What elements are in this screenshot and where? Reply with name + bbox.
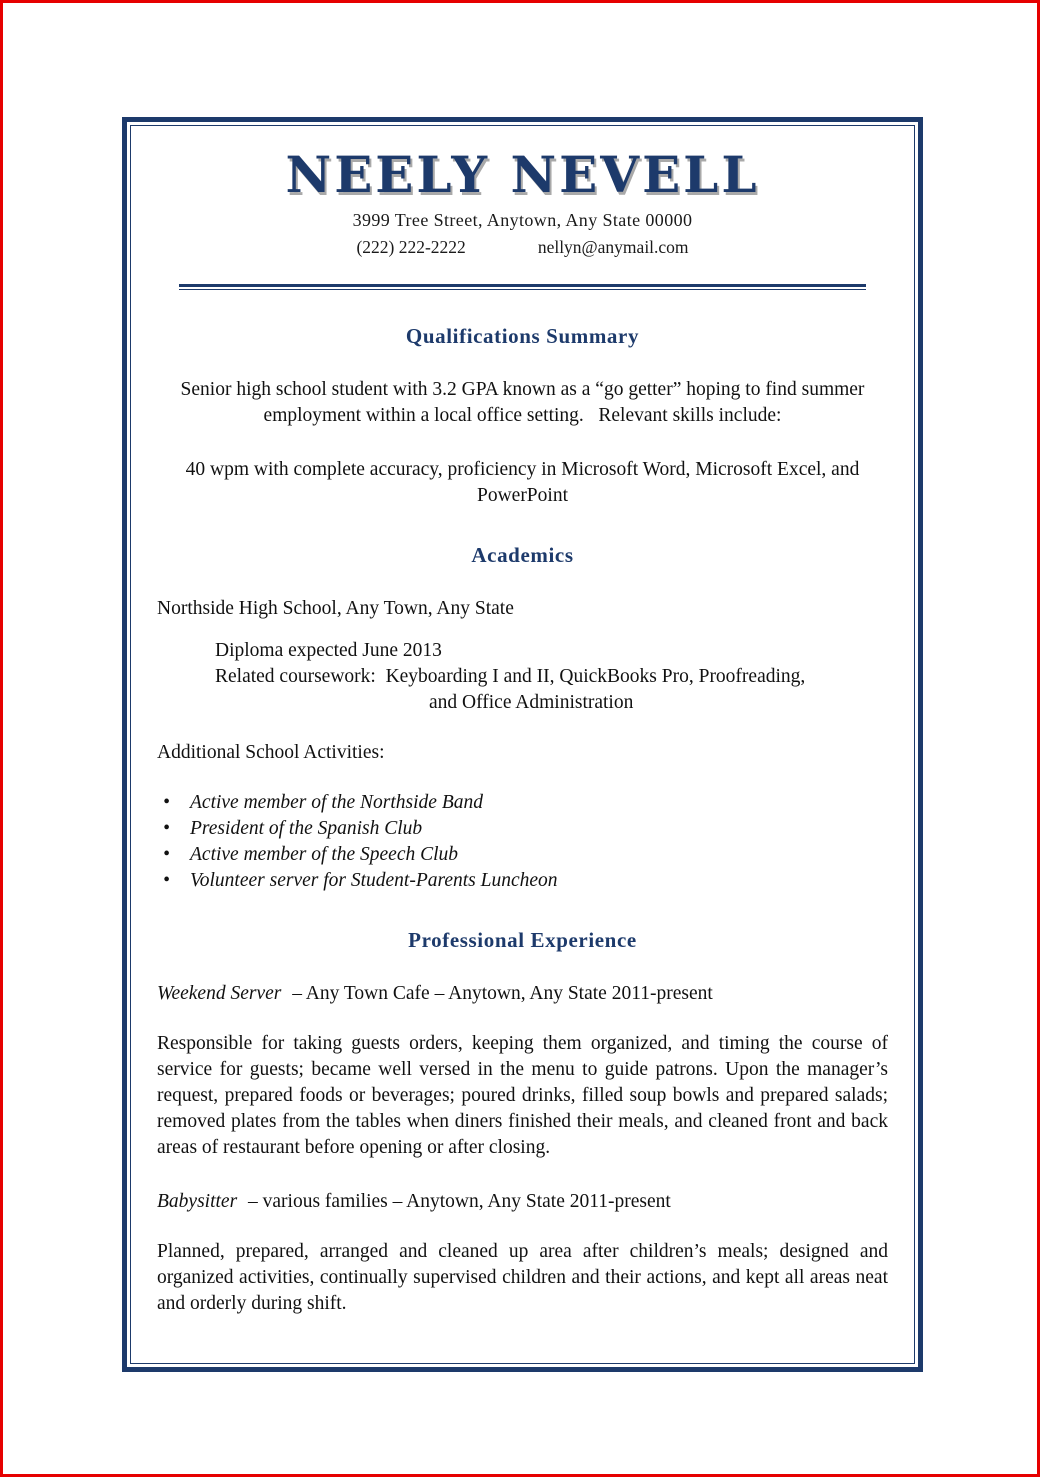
- contact-row: [157, 237, 888, 258]
- activity-item: • Active member of the Northside Band: [157, 790, 888, 816]
- skills-summary-text: 40 wpm with complete accuracy, proficiency in Microsoft Word, Microsoft Excel, and PowerPoint: [185, 459, 860, 506]
- job-title: Babysitter: [157, 1191, 238, 1212]
- resume-frame: [122, 117, 923, 1372]
- job-description: Responsible for taking guests orders, keeping them organized, and timing the course of service for guests; became well versed in the menu to guide patrons. Upon the manager’s request, prepared foods or beverages; poured drinks, filled soup bowls and prepared salads; removed plates from the tables when diners finished their meals, and cleaned front and back areas of restaurant before opening or after closing.: [157, 1033, 888, 1158]
- school-line: Northside High School, Any Town, Any State: [157, 598, 514, 619]
- job-title-line: [157, 1189, 888, 1215]
- qualifications-summary-text: Senior high school student with 3.2 GPA known as a “go getter” hoping to find summer employment within a local office setting. Relevant skills include:: [180, 379, 865, 426]
- diploma-line: Diploma expected June 2013: [215, 640, 442, 661]
- job-details: – various families – Anytown, Any State 2011-present: [248, 1191, 671, 1212]
- activities-list: [157, 790, 888, 894]
- job-title: Weekend Server: [157, 983, 282, 1004]
- phone-number: (222) 222-2222: [356, 237, 466, 257]
- coursework-line-2: and Office Administration: [429, 692, 634, 713]
- section-heading-academics: Academics: [471, 543, 574, 567]
- section-heading-experience: Professional Experience: [408, 928, 637, 952]
- address-line: 3999 Tree Street, Anytown, Any State 00000: [352, 210, 693, 230]
- activity-item: • Volunteer server for Student-Parents Luncheon: [157, 868, 888, 894]
- page-title: NEELY NEVELL: [285, 145, 760, 204]
- activity-item: • Active member of the Speech Club: [157, 842, 888, 868]
- coursework-line-1: Related coursework: Keyboarding I and II, QuickBooks Pro, Proofreading,: [215, 666, 806, 687]
- job-description: Planned, prepared, arranged and cleaned up area after children’s meals; designed and organized activities, continually supervised children and their actions, and kept all areas neat and orderly during shift.: [157, 1241, 888, 1314]
- resume-frame-inner: [130, 125, 915, 1364]
- resume-header: [157, 146, 888, 258]
- job-title-line: [157, 981, 888, 1007]
- job-details: – Any Town Cafe – Anytown, Any State 2011-present: [292, 983, 713, 1004]
- section-heading-qualifications: Qualifications Summary: [405, 324, 640, 348]
- email-address: nellyn@anymail.com: [537, 237, 689, 257]
- activities-heading: Additional School Activities:: [157, 742, 385, 763]
- activity-item: • President of the Spanish Club: [157, 816, 888, 842]
- header-divider: [179, 284, 866, 290]
